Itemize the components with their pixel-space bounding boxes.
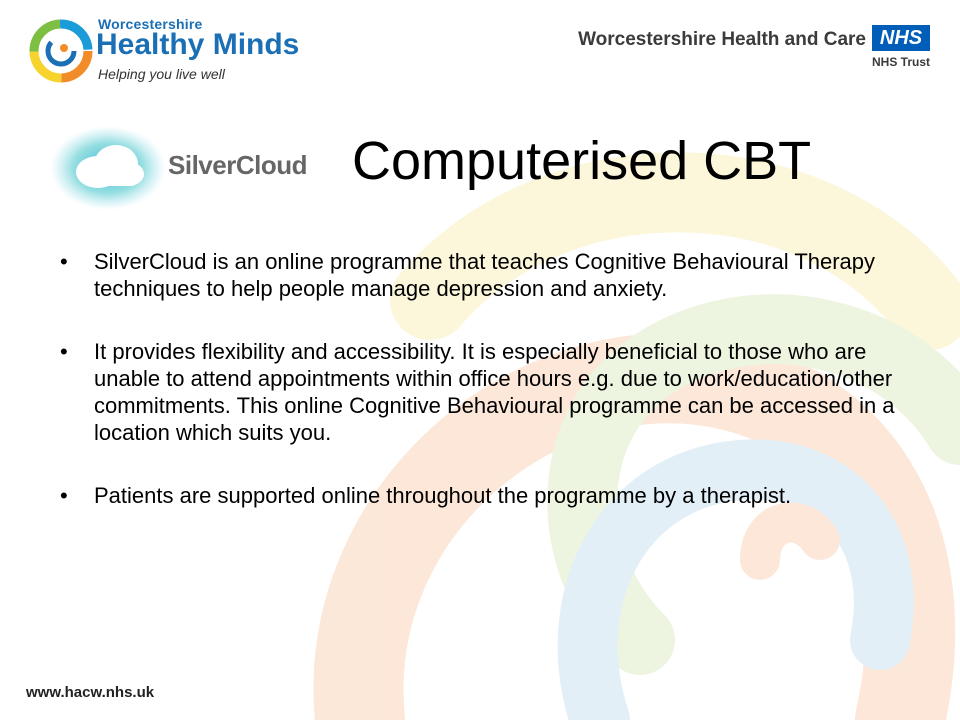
trust-logo xyxy=(530,22,930,72)
footer-url: www.hacw.nhs.uk xyxy=(26,684,155,701)
healthy-minds-swirl-icon xyxy=(28,18,94,84)
bullet-text: Patients are supported online throughout the programme by a therapist. xyxy=(94,483,792,508)
healthy-minds-county: Worcestershire xyxy=(98,16,203,32)
slide-title: Computerised CBT xyxy=(352,131,812,191)
bullet-dot: • xyxy=(60,483,68,508)
bullet-text: SilverCloud is an online programme that teaches Cognitive Behavioural Therapy techniques to help people manage depression and anxiety. xyxy=(94,249,876,301)
bullet-dot: • xyxy=(60,249,68,274)
bullet-text: It provides flexibility and accessibility. It is especially beneficial to those who are unable to attend appointments within office hours e.g. due to work/education/other commitments. This online Cognitive Behavioural programme can be accessed in a location which suits you. xyxy=(94,339,895,445)
silvercloud-cloud-icon xyxy=(48,120,168,210)
silvercloud-logo xyxy=(48,120,328,210)
trust-name: Worcestershire Health and Care xyxy=(578,29,866,50)
silvercloud-wordmark: SilverCloud xyxy=(168,150,307,180)
bullet-item-2 xyxy=(56,338,916,446)
nhs-badge: NHS xyxy=(872,25,930,51)
bullet-item-3 xyxy=(56,482,916,509)
trust-subtitle: NHS Trust xyxy=(871,55,930,69)
healthy-minds-name: Healthy Minds xyxy=(96,28,300,61)
healthy-minds-tagline: Helping you live well xyxy=(98,66,225,82)
bullet-dot: • xyxy=(60,339,68,364)
bullet-list xyxy=(56,248,916,545)
bullet-item-1 xyxy=(56,248,916,302)
healthy-minds-logo xyxy=(28,14,308,94)
